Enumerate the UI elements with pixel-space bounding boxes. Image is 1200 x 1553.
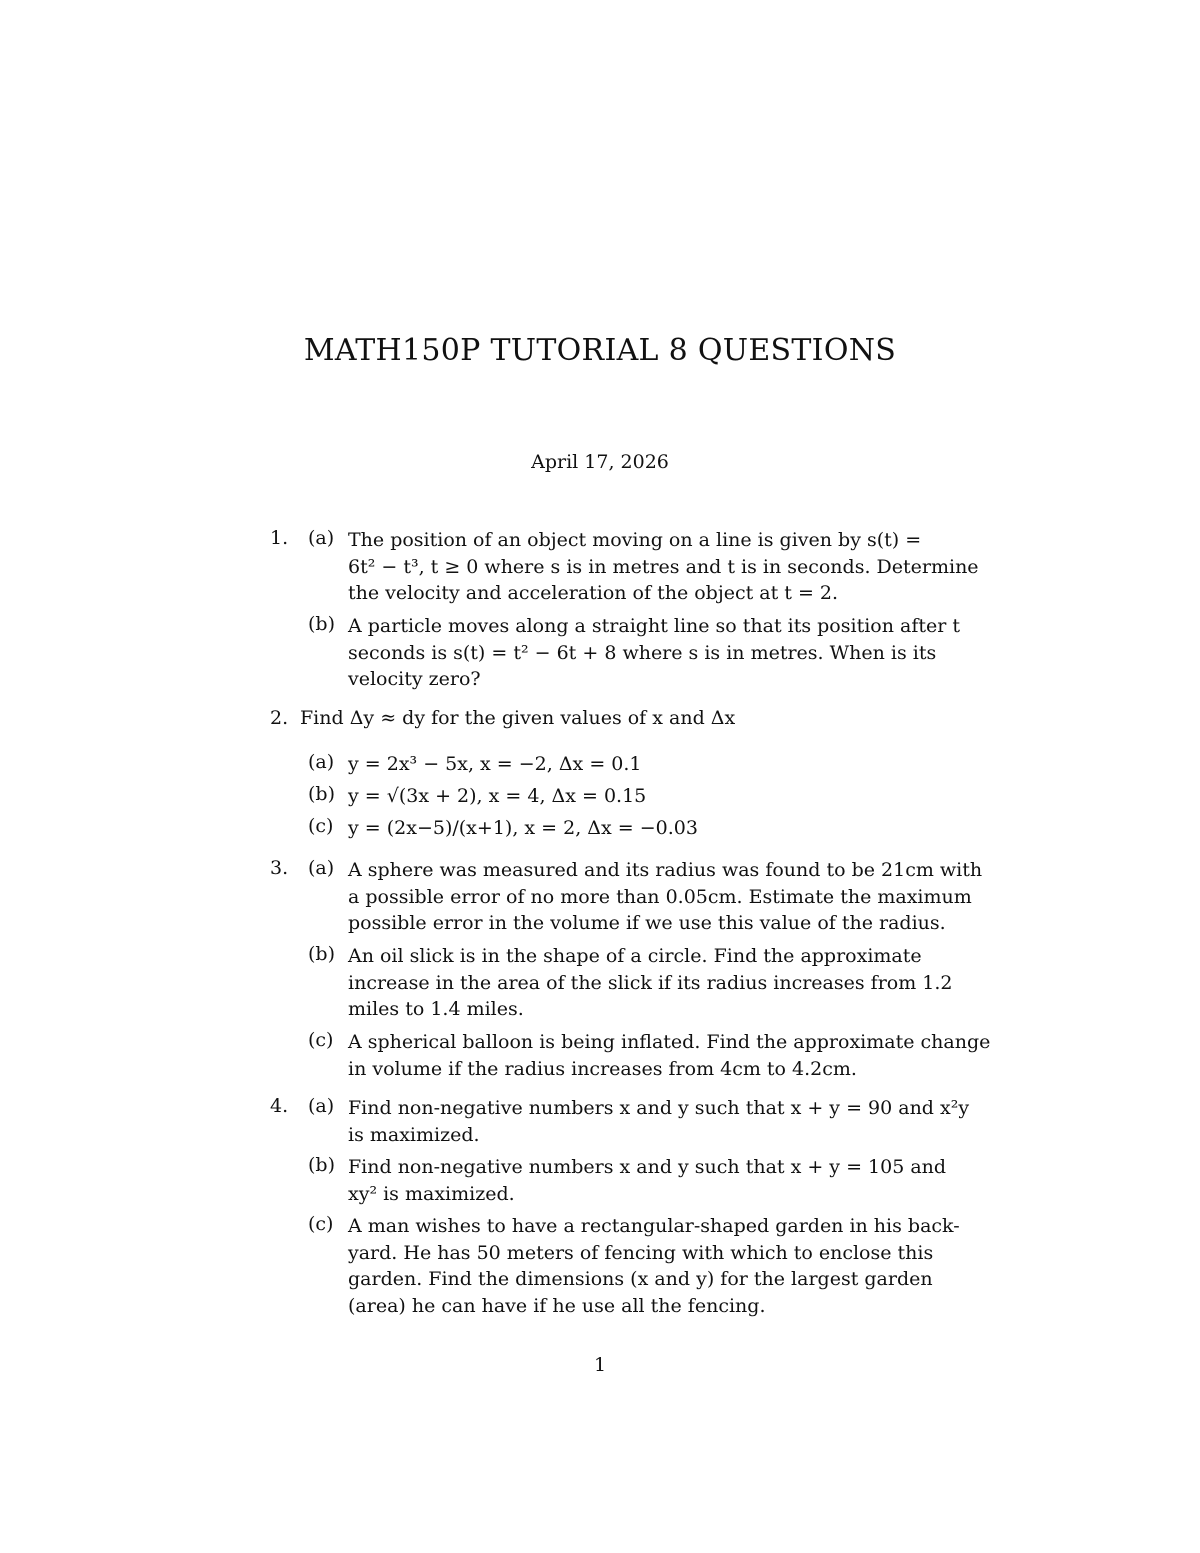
text-line: A spherical balloon is being inflated. Find the approximate change bbox=[348, 1031, 991, 1053]
text-line: xy² is maximized. bbox=[348, 1182, 515, 1205]
text-line: y = (2x−5)/(x+1), x = 2, Δx = −0.03 bbox=[348, 817, 698, 839]
part-label: (a) bbox=[308, 857, 335, 879]
part-text bbox=[348, 815, 960, 842]
page-number: 1 bbox=[593, 1354, 607, 1376]
part-text bbox=[348, 613, 960, 693]
text-line: yard. He has 50 meters of fencing with which to enclose this bbox=[348, 1241, 934, 1264]
text-line: y = √(3x + 2), x = 4, Δx = 0.15 bbox=[348, 785, 647, 807]
text-line: y = 2x³ − 5x, x = −2, Δx = 0.1 bbox=[348, 753, 642, 775]
text-line: a possible error of no more than 0.05cm. Estimate the maximum bbox=[348, 885, 972, 908]
part-label: (a) bbox=[308, 751, 335, 773]
text-line: miles to 1.4 miles. bbox=[348, 998, 524, 1020]
text-line: increase in the area of the slick if its radius increases from 1.2 bbox=[348, 971, 953, 994]
part-label: (c) bbox=[308, 815, 334, 837]
part-label: (b) bbox=[308, 783, 335, 805]
part-text bbox=[348, 1154, 960, 1207]
text-line: is maximized. bbox=[348, 1123, 480, 1146]
part-label: (b) bbox=[308, 1154, 335, 1176]
document-date: April 17, 2026 bbox=[531, 451, 669, 473]
part-text bbox=[348, 1029, 991, 1082]
part-text bbox=[348, 527, 979, 607]
question-number: 1. bbox=[270, 527, 289, 549]
text-line: Find non-negative numbers x and y such that x + y = 90 and x²y bbox=[348, 1097, 970, 1119]
text-line: (area) he can have if he use all the fencing. bbox=[348, 1294, 766, 1317]
part-text bbox=[348, 751, 960, 778]
part-label: (c) bbox=[308, 1213, 334, 1235]
question-number: 4. bbox=[270, 1095, 289, 1117]
text-line: garden. Find the dimensions (x and y) for the largest garden bbox=[348, 1268, 933, 1290]
part-text bbox=[348, 857, 983, 937]
text-line: possible error in the volume if we use this value of the radius. bbox=[348, 912, 946, 934]
text-line: A particle moves along a straight line so that its position after t bbox=[348, 615, 960, 637]
text-line: A sphere was measured and its radius was found to be 21cm with bbox=[348, 859, 983, 881]
question-intro: Find Δy ≈ dy for the given values of x and Δx bbox=[300, 707, 736, 729]
text-line: 6t² − t³, t ≥ 0 where s is in metres and t is in seconds. Determine bbox=[348, 555, 979, 578]
part-label: (c) bbox=[308, 1029, 334, 1051]
text-line: seconds is s(t) = t² − 6t + 8 where s is in metres. When is its bbox=[348, 641, 937, 664]
question-number: 2. bbox=[270, 707, 289, 729]
part-text bbox=[348, 783, 960, 810]
text-line: Find non-negative numbers x and y such that x + y = 105 and bbox=[348, 1156, 947, 1178]
text-line: The position of an object moving on a line is given by s(t) = bbox=[348, 529, 922, 551]
text-line: A man wishes to have a rectangular-shaped garden in his back- bbox=[348, 1215, 960, 1237]
part-label: (a) bbox=[308, 527, 335, 549]
question-number: 3. bbox=[270, 857, 289, 879]
part-text bbox=[348, 943, 960, 1023]
text-line: the velocity and acceleration of the object at t = 2. bbox=[348, 582, 839, 604]
part-label: (b) bbox=[308, 613, 335, 635]
text-line: in volume if the radius increases from 4cm to 4.2cm. bbox=[348, 1057, 857, 1080]
part-text bbox=[348, 1095, 970, 1148]
part-label: (b) bbox=[308, 943, 335, 965]
text-line: An oil slick is in the shape of a circle. Find the approximate bbox=[348, 945, 922, 967]
text-line: velocity zero? bbox=[348, 668, 481, 690]
part-text bbox=[348, 1213, 960, 1319]
part-label: (a) bbox=[308, 1095, 335, 1117]
page-title: MATH150P TUTORIAL 8 QUESTIONS bbox=[303, 333, 897, 368]
